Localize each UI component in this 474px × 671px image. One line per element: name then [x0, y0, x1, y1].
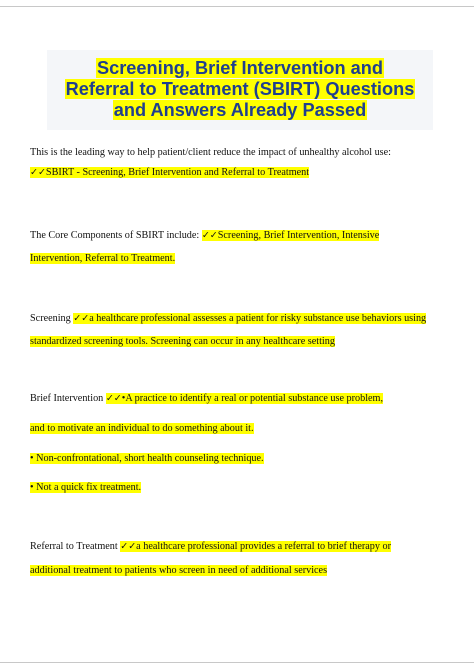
question-4-text: Brief Intervention [30, 393, 104, 404]
answer-4-highlight [106, 393, 383, 404]
check-icon: ✓✓ [30, 167, 46, 178]
answer-3-line-2: standardized screening tools. Screening can occur in any healthcare setting [30, 336, 335, 347]
question-3-text: Screening [30, 313, 71, 324]
answer-1-highlight [30, 167, 309, 178]
title-line-3: and Answers Already Passed [113, 100, 367, 120]
answer-5-continued [30, 564, 327, 577]
answer-2-continued [30, 252, 175, 265]
question-5 [30, 540, 391, 553]
answer-4-line-3-row [30, 452, 264, 465]
answer-1-line-1: SBIRT - Screening, Brief Intervention and Referral to Treatment [45, 167, 310, 178]
check-icon: ✓✓ [73, 313, 90, 324]
answer-4-line-3: • Non-confrontational, short health counseling technique. [30, 453, 264, 464]
question-2-text: The Core Components of SBIRT include: [30, 230, 200, 241]
question-5-text: Referral to Treatment [30, 541, 118, 552]
check-icon: ✓✓ [120, 541, 137, 552]
answer-4-line-2: and to motivate an individual to do something about it. [30, 423, 254, 434]
answer-4-line-4: • Not a quick fix treatment. [30, 482, 142, 493]
document-title [47, 58, 433, 121]
top-divider [0, 6, 474, 7]
answer-3-highlight [73, 313, 426, 324]
answer-3-line-1: a healthcare professional assesses a patient for risky substance use behaviors using [89, 313, 427, 324]
answer-5-highlight [120, 541, 391, 552]
check-icon: ✓✓ [201, 230, 218, 241]
bottom-divider [0, 662, 474, 663]
answer-2-highlight [202, 230, 379, 241]
title-line-1: Screening, Brief Intervention and [96, 58, 383, 78]
answer-2-line-1: Screening, Brief Intervention, Intensive [217, 230, 380, 241]
question-1-text: This is the leading way to help patient/client reduce the impact of unhealthy alcohol use: [30, 147, 391, 158]
question-3 [30, 312, 426, 325]
question-4 [30, 392, 383, 405]
answer-4-line-1: •A practice to identify a real or potential substance use problem, [121, 393, 384, 404]
question-1 [30, 146, 391, 159]
answer-1 [30, 166, 309, 179]
answer-4-line-2-row [30, 422, 254, 435]
answer-3-continued [30, 335, 335, 348]
answer-2-line-2: Intervention, Referral to Treatment. [30, 253, 176, 264]
question-2 [30, 229, 379, 242]
answer-5-line-1: a healthcare professional provides a referral to brief therapy or [136, 541, 392, 552]
check-icon: ✓✓ [105, 393, 122, 404]
title-line-2: Referral to Treatment (SBIRT) Questions [65, 79, 415, 99]
answer-5-line-2: additional treatment to patients who screen in need of additional services [30, 565, 328, 576]
answer-4-line-4-row [30, 481, 141, 494]
